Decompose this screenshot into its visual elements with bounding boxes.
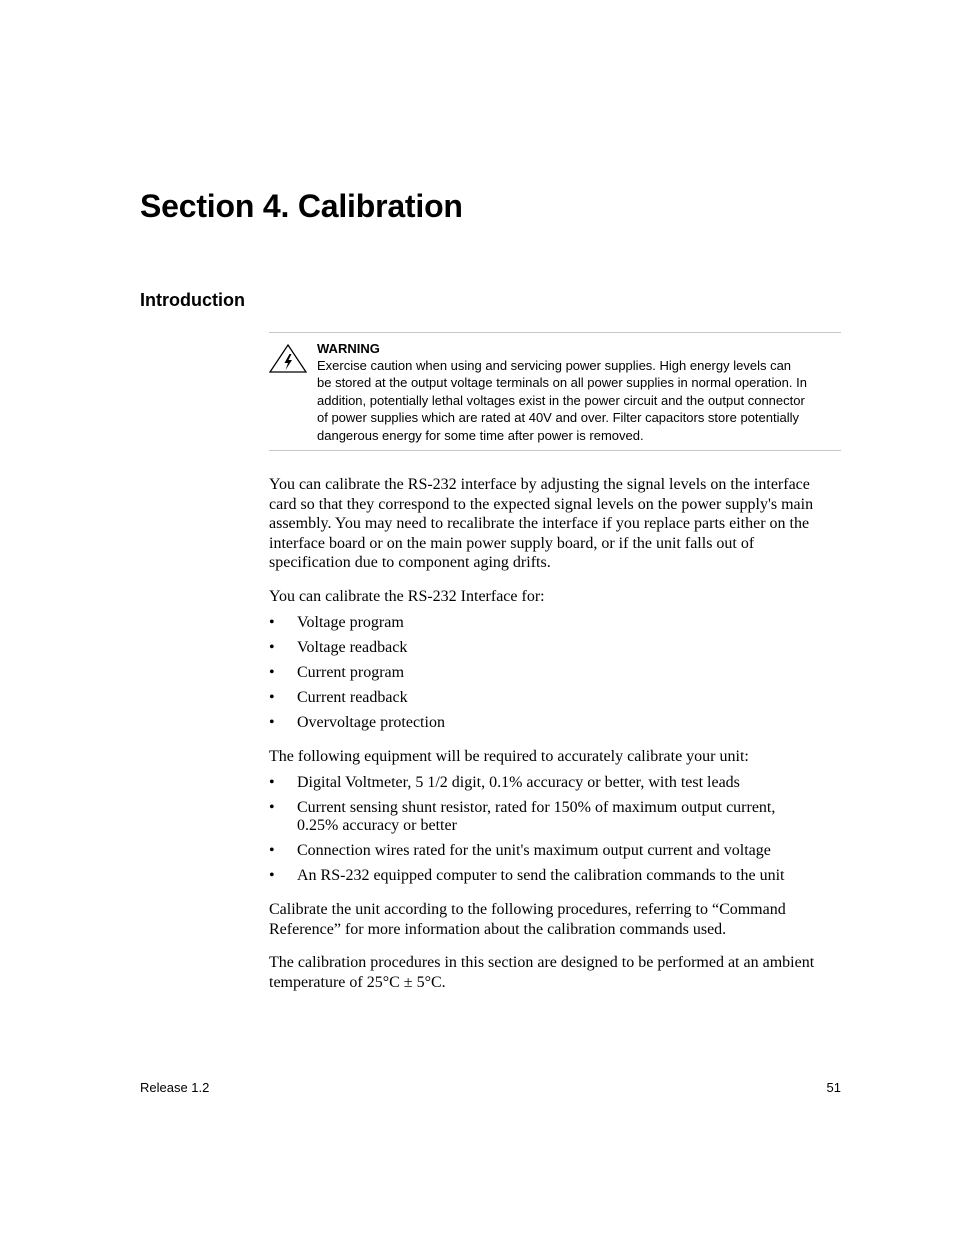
- list-item-text: Digital Voltmeter, 5 1/2 digit, 0.1% accuracy or better, with test leads: [297, 774, 740, 791]
- list-item-text: 0.25% accuracy or better: [297, 817, 457, 834]
- bullet: •: [269, 614, 275, 631]
- list-item: [269, 867, 841, 885]
- bullet: •: [269, 689, 275, 706]
- bullet: •: [269, 799, 275, 816]
- equipment-paragraph: The following equipment will be required to accurately calibrate your unit:: [269, 748, 749, 765]
- bullet: •: [269, 774, 275, 791]
- list-item: [269, 774, 841, 792]
- paragraph-line: The calibration procedures in this section are designed to be performed at an ambient: [269, 954, 815, 971]
- paragraph-line: You can calibrate the RS-232 interface by adjusting the signal levels on the interface: [269, 476, 810, 493]
- warning-line: Exercise caution when using and servicing power supplies. High energy levels can: [317, 358, 792, 373]
- list-item-text: Overvoltage protection: [297, 714, 445, 731]
- procedure-paragraph: [269, 900, 841, 939]
- calibration-items-list: [269, 614, 841, 739]
- list-item-text: Current readback: [297, 689, 408, 706]
- list-item-text: Voltage program: [297, 614, 404, 631]
- introduction-heading: Introduction: [140, 290, 245, 310]
- bullet: •: [269, 714, 275, 731]
- warning-line: addition, potentially lethal voltages exist in the power circuit and the output connector: [317, 392, 805, 408]
- warning-text: [317, 357, 841, 444]
- equipment-list: [269, 774, 841, 892]
- list-item-text: An RS-232 equipped computer to send the calibration commands to the unit: [297, 867, 785, 884]
- list-item: [269, 714, 841, 732]
- paragraph-line: card so that they correspond to the expected signal levels on the power supply's main: [269, 495, 814, 513]
- high-voltage-warning-icon: [269, 343, 307, 373]
- list-item-text: Connection wires rated for the unit's maximum output current and voltage: [297, 842, 771, 859]
- paragraph-line: Reference” for more information about the calibration commands used.: [269, 920, 727, 938]
- warning-line: dangerous energy for some time after power is removed.: [317, 427, 644, 443]
- bullet: •: [269, 842, 275, 859]
- list-item: [269, 689, 841, 707]
- list-item-text: Current program: [297, 664, 405, 681]
- bullet: •: [269, 664, 275, 681]
- bullet: •: [269, 867, 275, 884]
- paragraph-line: specification due to component aging drifts.: [269, 554, 551, 571]
- footer-release: Release 1.2: [140, 1080, 210, 1095]
- intro-paragraph: [269, 475, 841, 573]
- warning-callout: [269, 332, 841, 451]
- temperature-paragraph: [269, 953, 841, 992]
- calibrate-for-paragraph: You can calibrate the RS-232 Interface for:: [269, 588, 545, 605]
- paragraph-line: Calibrate the unit according to the following procedures, referring to “Command: [269, 901, 786, 918]
- section-title: Section 4. Calibration: [140, 188, 463, 224]
- paragraph-line: temperature of 25°C ± 5°C.: [269, 973, 446, 991]
- list-item-text: Voltage readback: [297, 639, 408, 656]
- warning-title: WARNING: [317, 341, 380, 356]
- page-number: 51: [826, 1080, 841, 1095]
- list-item: [269, 614, 841, 632]
- list-item: [269, 842, 841, 860]
- list-item: [269, 639, 841, 657]
- list-item: [269, 799, 841, 835]
- list-item-text: Current sensing shunt resistor, rated for 150% of maximum output current,: [297, 799, 776, 816]
- warning-line: be stored at the output voltage terminals on all power supplies in normal operation. In: [317, 375, 807, 391]
- list-item: [269, 664, 841, 682]
- paragraph-line: interface board or on the main power supply board, or if the unit falls out of: [269, 534, 755, 552]
- paragraph-line: assembly. You may need to recalibrate the interface if you replace parts either on the: [269, 515, 810, 532]
- warning-line: of power supplies which are rated at 40V and over. Filter capacitors store potentially: [317, 410, 799, 426]
- bullet: •: [269, 639, 275, 656]
